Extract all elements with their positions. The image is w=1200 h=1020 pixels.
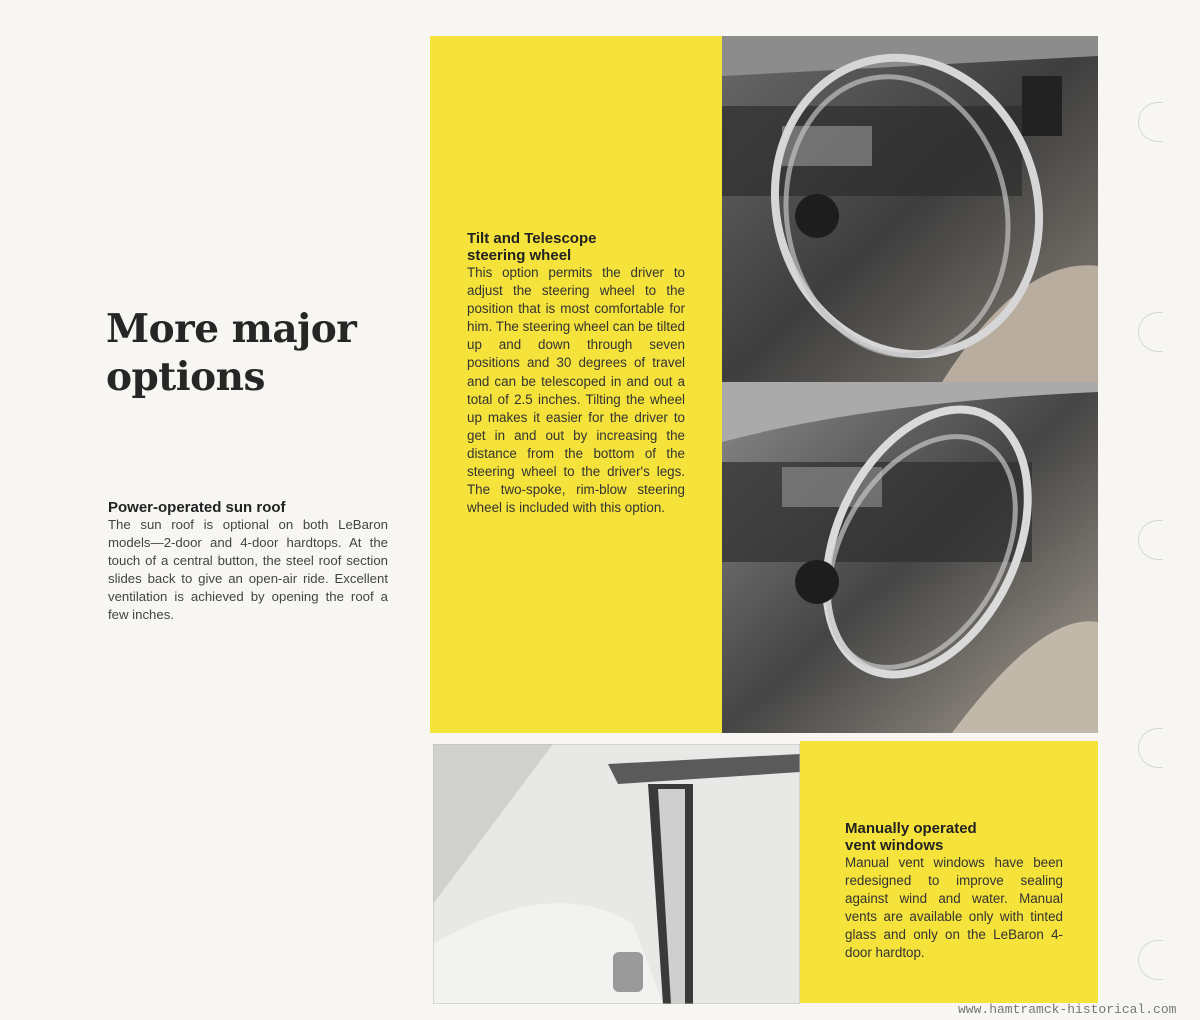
vent-windows-heading-line-1: Manually operated [845,820,977,837]
page-title [106,305,406,401]
tilt-telescope-heading-line-2: steering wheel [467,247,572,264]
binder-hole [1138,102,1163,142]
tilt-telescope-body: This option permits the driver to adjust the steering wheel to the position that is most comfortable for him. The steering wheel can be tilted up and down through seven positions and 30 degrees of travel and can be telescoped in and out a total of 2.5 inches. Tilting the wheel up makes it easier for the driver to get in and out by increasing the distance from the bottom of the steering wheel to the driver's legs. The two-spoke, rim-blow steering wheel is included with this option. [467,265,685,516]
tilt-telescope-heading-line-1: Tilt and Telescope [467,230,597,247]
page-title-line-1: More major [106,306,357,352]
sun-roof-section [108,499,388,625]
watermark: www.hamtramck-historical.com [958,1002,1177,1017]
vent-window-photo [433,744,800,1004]
binder-hole [1138,940,1163,980]
binder-hole [1138,728,1163,768]
vent-windows-body: Manual vent windows have been redesigned to improve sealing against wind and water. Manual vents are available only with tinted glass and only on the LeBaron 4-door hardtop. [845,855,1063,961]
binder-hole [1138,520,1163,560]
sun-roof-heading: Power-operated sun roof [108,499,286,516]
page-title-line-2: options [106,354,265,400]
vent-windows-heading [845,820,1063,854]
vent-windows-section [845,820,1063,963]
vent-windows-heading-line-2: vent windows [845,837,944,854]
steering-wheel-photo-tilted [722,36,1098,382]
sun-roof-body: The sun roof is optional on both LeBaron models—2-door and 4-door hardtops. At the touch of a central button, the steel roof section slides back to give an open-air ride. Excellent ventilation is achieved by opening the roof a few inches. [108,517,388,623]
binder-hole [1138,312,1163,352]
tilt-telescope-section [467,230,685,517]
tilt-telescope-heading [467,230,685,264]
steering-wheel-photo-telescoped [722,382,1098,733]
